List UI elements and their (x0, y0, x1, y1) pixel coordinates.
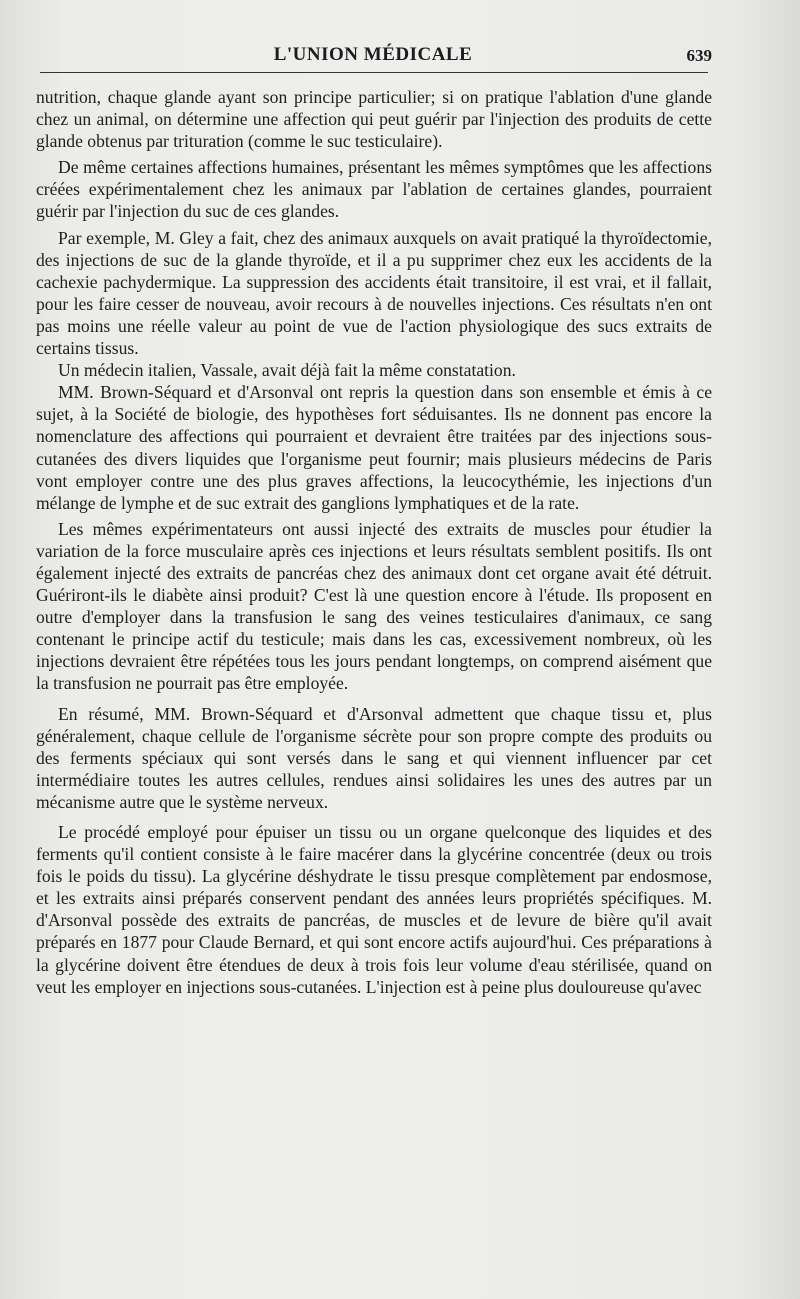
paragraph-vassale: Un médecin italien, Vassale, avait déjà fait la même constatation. (58, 360, 516, 381)
paragraph-brown-sequard-arsonval: MM. Brown-Séquard et d'Arsonval ont repris la question dans son ensemble et émis à ce sujet, à la Société de biologie, des hypothèses fort séduisantes. Ils ne donnent pas encore la nomenclature des affections qui pourraient et devraient être traitées par des injections sous-cutanées des divers liquides que l'organisme peut fournir; mais plusieurs médecins de Paris vont employer contre une des plus graves affections, la leucocythémie, les injections d'un mélange de lymphe et de suc extrait des ganglions lymphatiques et de la rate. (36, 382, 712, 513)
header-rule (40, 72, 708, 73)
page-header (34, 42, 712, 70)
paragraph-extraits-muscles: Les mêmes expérimentateurs ont aussi injecté des extraits de muscles pour étudier la variation de la force musculaire après ces injections et leurs résultats semblent positifs. Ils ont également injecté des extraits de pancréas chez des animaux dont cet organe avait été détruit. Guériront-ils le diabète ainsi produit? C'est là une question encore à l'étude. Ils proposent en outre d'employer dans la transfusion le sang des veines testiculaires d'animaux, ce sang contenant le principe actif du testicule; mais dans les cas, excessivement nombreux, où les injections devraient être répétées tous les jours pendant longtemps, on comprend aisément que la transfusion ne pourrait pas être employée. (36, 518, 712, 694)
paragraph-gley-thyroide: Par exemple, M. Gley a fait, chez des animaux auxquels on avait pratiqué la thyroïdectomie, des injections de suc de la glande thyroïde, et il a pu supprimer chez eux les accidents de la cachexie pachydermique. La suppression des accidents était transitoire, il est vrai, et il fallait, pour les faire cesser de nouveau, avoir recours à de nouvelles injections. Ces résultats n'en ont pas moins une réelle valeur au point de vue de l'action physiologique des sucs extraits de certains tissus. (36, 227, 712, 359)
paragraph-affections-humaines: De même certaines affections humaines, présentant les mêmes symptômes que les affections créées expérimentalement chez les animaux par l'ablation de certaines glandes, pourraient guérir par l'injection du suc de ces glandes. (36, 157, 712, 222)
running-title: L'UNION MÉDICALE (273, 44, 473, 65)
article-body (36, 86, 712, 998)
paragraph-procede-glycerine: Le procédé employé pour épuiser un tissu ou un organe quelconque des liquides et des ferments qu'il contient consiste à le faire macérer dans la glycérine concentrée (deux ou trois fois le poids du tissu). La glycérine déshydrate le tissu presque complètement par endosmose, et les extraits ainsi préparés conservent pendant des années leurs propriétés spécifiques. M. d'Arsonval possède des extraits de pancréas, de muscles et de levure de bière qu'il avait préparés en 1877 pour Claude Bernard, et qui sont encore actifs aujourd'hui. Ces préparations à la glycérine doivent être étendues de deux à trois fois leur volume d'eau stérilisée, quand on veut les employer en injections sous-cutanées. L'injection est à peine plus douloureuse qu'avec (36, 822, 712, 997)
paragraph-continued-nutrition: nutrition, chaque glande ayant son principe particulier; si on pratique l'ablation d'une glande chez un animal, on détermine une affection qui peut guérir par l'injection des produits de cette glande obtenus par trituration (comme le suc testiculaire). (36, 87, 712, 152)
paragraph-resume: En résumé, MM. Brown-Séquard et d'Arsonval admettent que chaque tissu et, plus généralement, chaque cellule de l'organisme sécrète pour son propre compte des produits ou des ferments spéciaux qui sont versés dans le sang et qui viennent influencer par cet intermédiaire toutes les autres cellules, rendues ainsi solidaires les unes des autres par un mécanisme autre que le système nerveux. (36, 703, 712, 812)
page-number: 639 (686, 46, 712, 65)
